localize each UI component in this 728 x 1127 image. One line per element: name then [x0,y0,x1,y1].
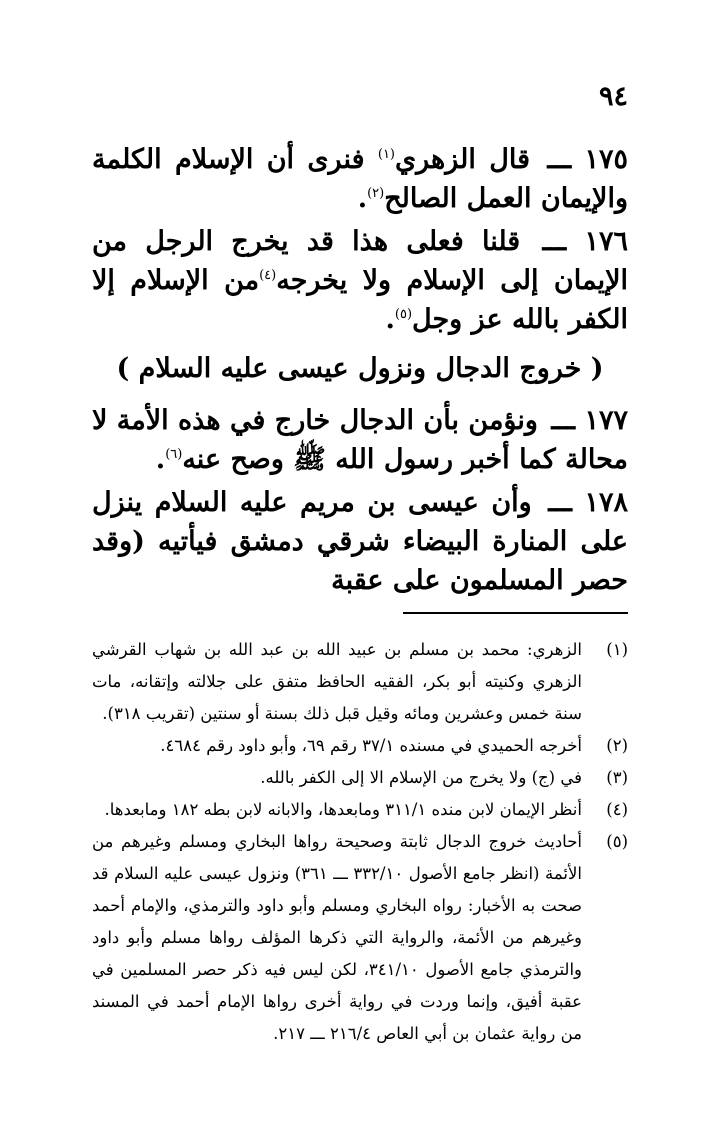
paragraph-175 [92,140,628,218]
footnote-number: (١) [606,640,628,659]
footnote [92,826,628,1050]
footnote-number: (٥) [606,832,628,851]
footnote-number: (٤) [606,800,628,819]
footnote-number: (٣) [606,768,628,787]
paragraph-number: ١٧٧ ـــ [551,405,628,436]
paragraph-178 [92,483,628,600]
footnote-marker: (٢) [367,186,385,201]
paragraph-text: . [155,444,166,475]
paragraph-text: من الإسلام إلا الكفر بالله عز وجل [92,265,628,335]
section-heading: ( خروج الدجال ونزول عيسى عليه السلام ) [116,353,604,384]
footnote-marker: (٤) [259,268,277,283]
footnote [92,762,628,794]
footnote-number: (٢) [606,736,628,755]
paragraph-number: ١٧٥ ـــ [547,144,628,175]
paragraph-text: . [385,304,395,335]
footnote-marker: (٦) [165,447,183,462]
paragraph-text: قال الزهري [395,144,531,175]
footnote-text: في (ج) ولا يخرج من الإسلام الا إلى الكفر بالله. [260,768,582,787]
footnote-separator [403,612,628,614]
footnote-text: الزهري: محمد بن مسلم بن عبيد الله بن عبد الله بن شهاب القرشي الزهري وكنيته أبو بكر، الفقيه الحافظ متفق على جلالته وإتقانه، مات سنة خمس وعشرين ومائه وقيل قبل ذلك بسنة أو سنتين (تقريب ٣١٨). [92,640,582,723]
main-text [92,140,628,604]
paragraph-number: ١٧٦ ـــ [542,226,628,257]
paragraph-176 [92,222,628,339]
paragraph-177 [92,401,628,479]
paragraph-number: ١٧٨ ـــ [548,487,628,518]
paragraph-text: قلنا فعلى هذا قد يخرج الرجل من الإيمان إلى الإسلام ولا يخرجه [92,226,628,296]
footnote [92,730,628,762]
paragraph-text: ونؤمن بأن الدجال خارج في هذه الأمة لا محالة كما أخبر رسول الله ﷺ وصح عنه [92,405,628,475]
paragraph-text: وأن عيسى بن مريم عليه السلام ينزل على المنارة البيضاء شرقي دمشق فيأتيه (وقد حصر المسلمون على عقبة [92,487,628,596]
paragraph-text: . [357,183,368,214]
footnote [92,634,628,730]
footnote-text: أنظر الإيمان لابن منده ٣١١/١ ومابعدها، والابانه لابن بطه ١٨٢ ومابعدها. [104,800,582,819]
footnote-marker: (٥) [394,307,413,322]
footnote-text: أحاديث خروج الدجال ثابتة وصحيحة رواها البخاري ومسلم وغيرهم من الأئمة (انظر جامع الأصول ٣٣٢/١٠ ـــ ٣٦١) ونزول عيسى عليه السلام قد صحت به الأخبار: رواه البخاري ومسلم وأبو داود والترمذي، والإمام أحمد وغيرهم من الأئمة، والرواية التي ذكرها المؤلف رواها مسلم وأبو داود والترمذي جامع الأصول ٣٤١/١٠، لكن ليس فيه ذكر حصر المسلمين في عقبة أفيق، وإنما وردت في رواية أخرى رواها الإمام أحمد في المسند من رواية عثمان بن أبي العاص ٢١٦/٤ ـــ ٢١٧. [92,832,582,1043]
footnote [92,794,628,826]
book-page [92,78,628,1118]
footnotes [92,634,628,1050]
page-number: ٩٤ [598,81,628,112]
footnote-text: أخرجه الحميدي في مسنده ٣٧/١ رقم ٦٩، وأبو داود رقم ٤٦٨٤. [160,736,582,755]
footnote-marker: (١) [377,147,395,162]
paragraph-text: فنرى أن الإسلام الكلمة والإيمان العمل الصالح [92,144,628,214]
